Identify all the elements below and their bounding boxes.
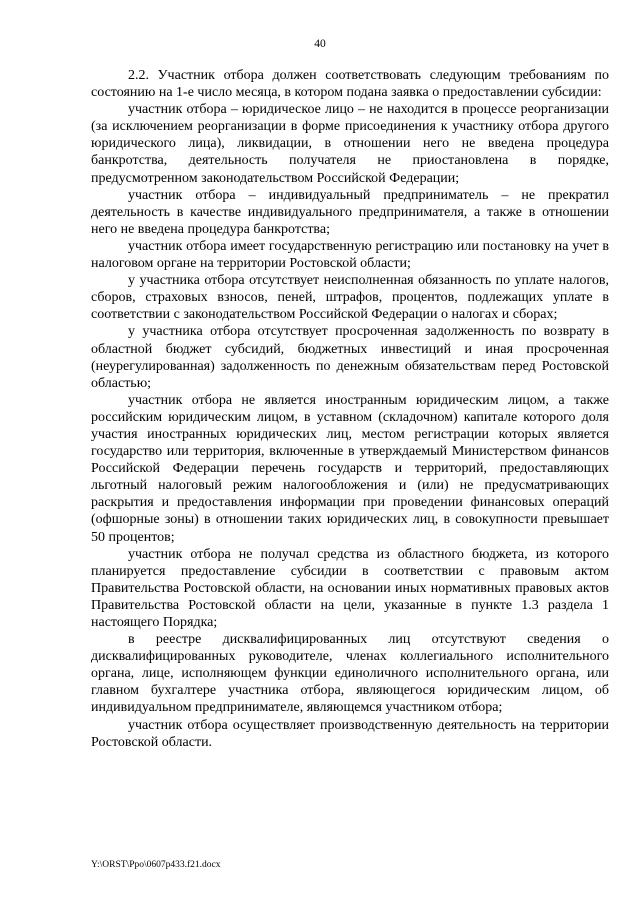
footer-file-path: Y:\ORST\Ppo\0607p433.f21.docx xyxy=(91,860,221,870)
paragraph-registration: участник отбора имеет государственную регистрацию или постановку на учет в налоговом органе на территории Ростовской области; xyxy=(91,238,609,272)
page-number: 40 xyxy=(314,38,326,50)
paragraph-taxes: у участника отбора отсутствует неисполненная обязанность по уплате налогов, сборов, страховых взносов, пеней, штрафов, процентов, подлежащих уплате в соответствии с законодательством Российской Федерации о налогах и сборах; xyxy=(91,273,609,323)
paragraph-foreign-entity: участник отбора не является иностранным юридическим лицом, а также российским юридическим лицом, в уставном (складочном) капитале которого доля участия иностранных юридических лиц, местом регистрации которых является государство или территория, включенные в утверждаемый Министерством финансов Российской Федерации перечень государств и территорий, предоставляющих льготный налоговый режим налогообложения и (или) не предусматривающих раскрытия и предоставления информации при проведении финансовых операций (офшорные зоны) в отношении таких юридических лиц, в совокупности превышает 50 процентов; xyxy=(91,392,609,545)
paragraph-debt: у участника отбора отсутствует просроченная задолженность по возврату в областной бюджет субсидий, бюджетных инвестиций и иная просроченная (неурегулированная) задолженность по денежным обязательствам перед Ростовской областью; xyxy=(91,324,609,391)
document-body xyxy=(91,67,609,751)
paragraph-2-2: 2.2. Участник отбора должен соответствовать следующим требованиям по состоянию на 1-е число месяца, в котором подана заявка о предоставлении субсидии: xyxy=(91,68,609,101)
paragraph-production-activity: участник отбора осуществляет производственную деятельность на территории Ростовской области. xyxy=(91,717,609,750)
paragraph-entrepreneur: участник отбора – индивидуальный предприниматель – не прекратил деятельность в качестве индивидуального предпринимателя, а также в отношении него не введена процедура банкротства; xyxy=(91,187,609,237)
paragraph-regional-budget: участник отбора не получал средства из областного бюджета, из которого планируется предоставление субсидии в соответствии с правовым актом Правительства Ростовской области, на основании иных нормативных правовых актов Правительства Ростовской области на цели, указанные в пункте 1.3 раздела 1 настоящего Порядка; xyxy=(91,546,609,630)
paragraph-reorganization: участник отбора – юридическое лицо – не находится в процессе реорганизации (за исключением реорганизации в форме присоединения к участнику отбора другого юридического лица), ликвидации, в отношении него не введена процедура банкротства, деятельность получателя не приостановлена в порядке, предусмотренном законодательством Российской Федерации; xyxy=(91,102,609,186)
paragraph-disqualified-registry: в реестре дисквалифицированных лиц отсутствуют сведения о дисквалифицированных руководителе, членах коллегиального исполнительного органа, лице, исполняющем функции единоличного исполнительного органа, или главном бухгалтере участника отбора, являющегося юридическим лицом, об индивидуальном предпринимателе, являющемся участником отбора; xyxy=(91,632,609,716)
